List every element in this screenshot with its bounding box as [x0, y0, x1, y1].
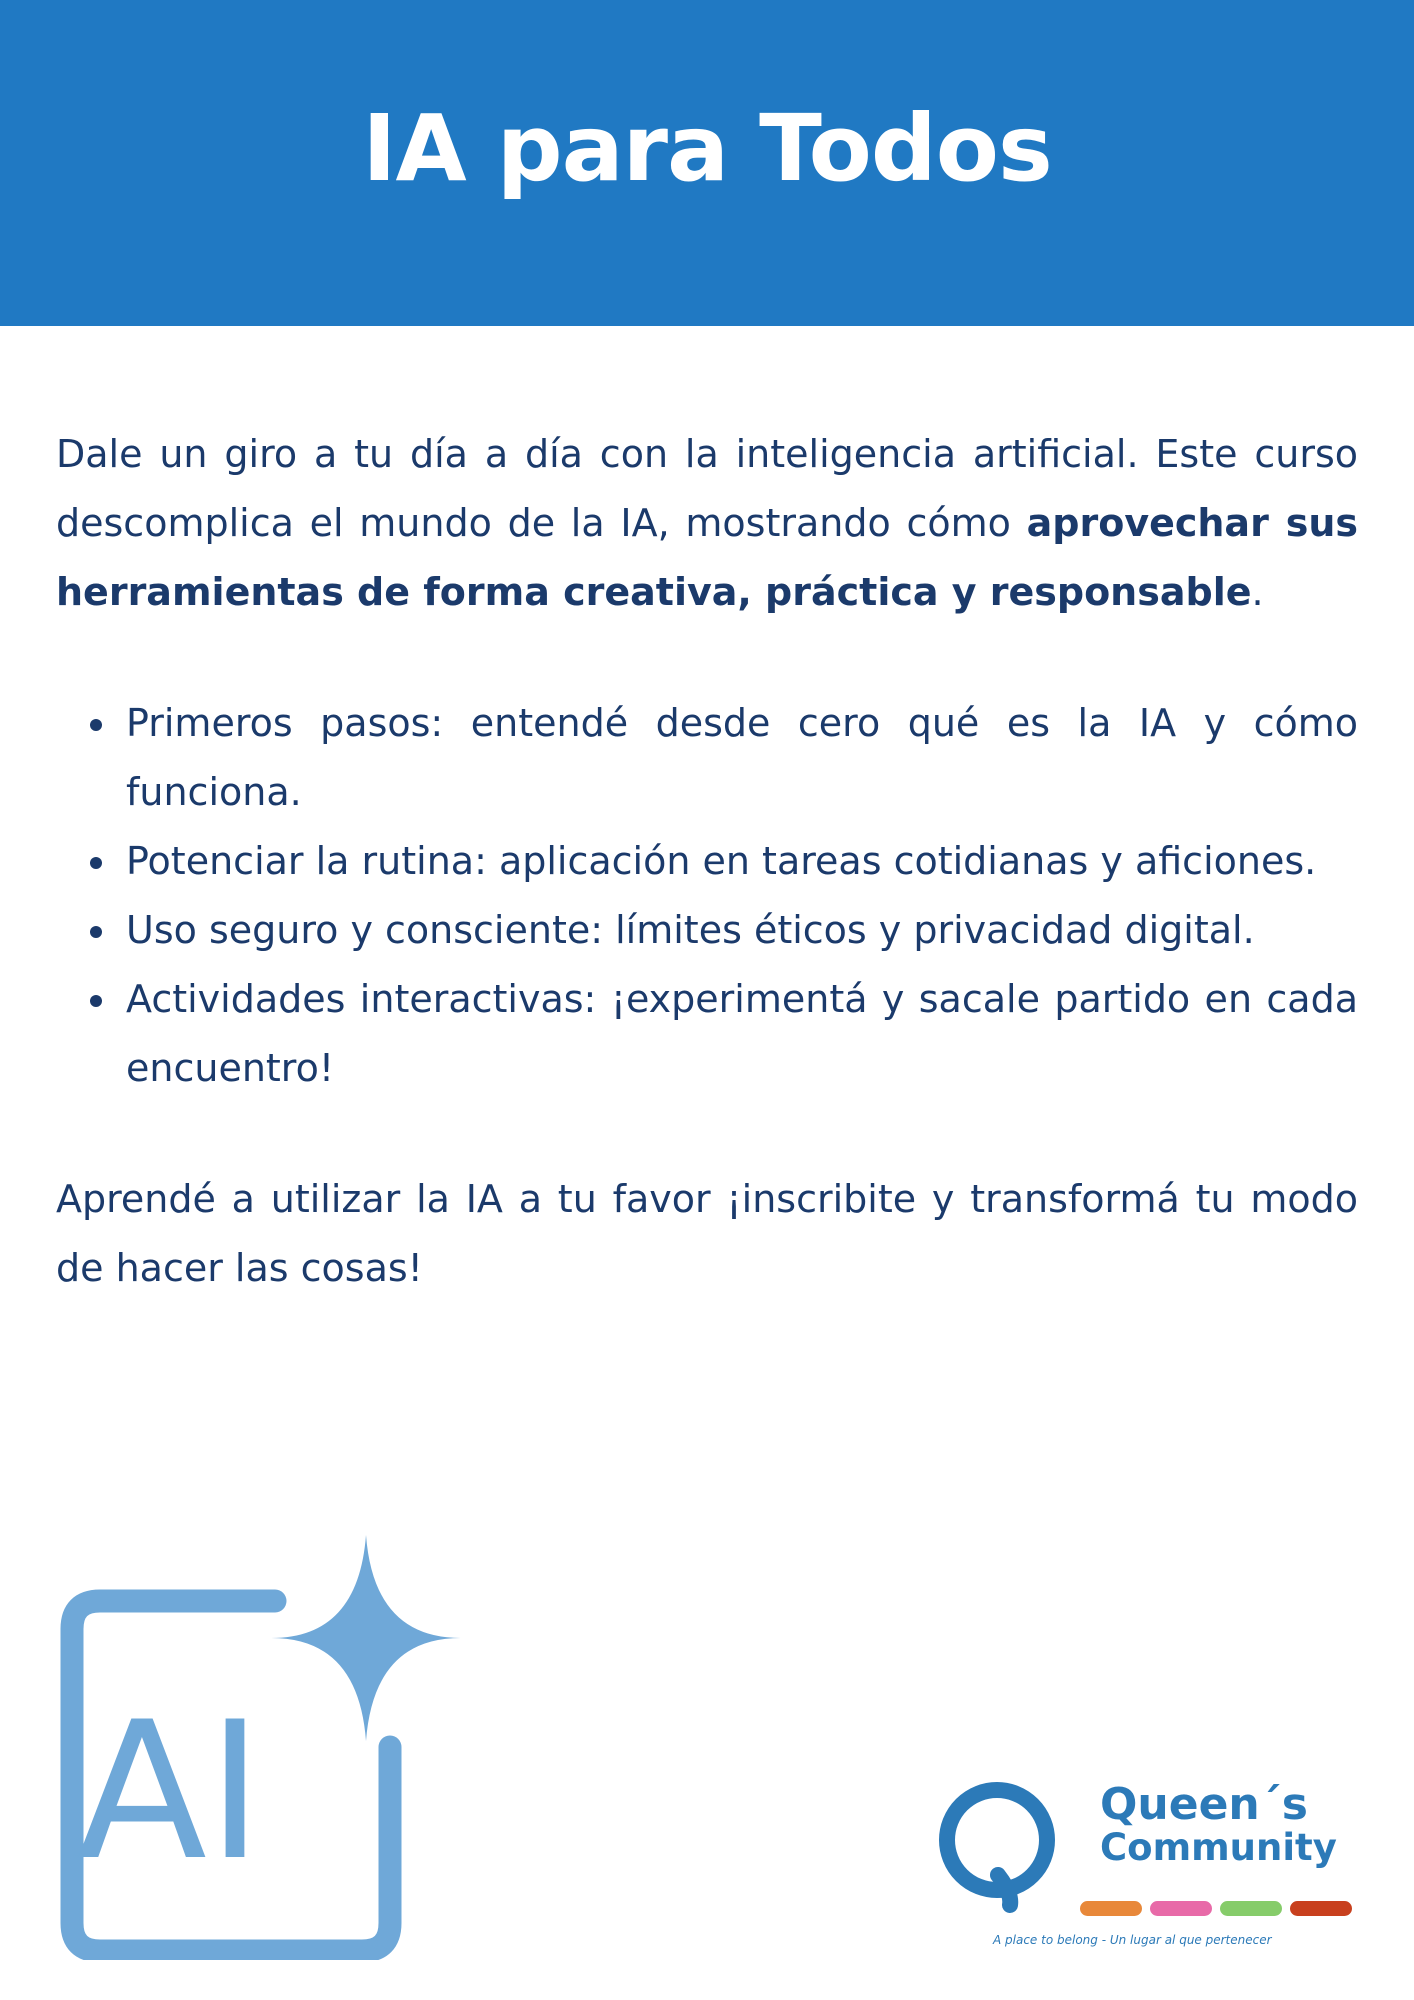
- list-item-text: Actividades interactivas: ¡experimentá y sacale partido en cada encuentro!: [126, 977, 1358, 1090]
- header-banner: [0, 0, 1414, 326]
- orange-pill: [1080, 1901, 1142, 1916]
- list-item-text: Uso seguro y consciente: límites éticos y privacidad digital.: [126, 908, 1255, 952]
- list-item: [126, 965, 1358, 1103]
- intro-bold-text: aprovechar sus herramientas de forma creativa, práctica y responsable: [56, 501, 1358, 614]
- list-item: [126, 896, 1358, 965]
- main-content: [56, 420, 1358, 1303]
- intro-paragraph: [56, 420, 1358, 627]
- ai-sparkle-icon: [50, 1535, 470, 1960]
- brand-name-line1: Queen´s: [1100, 1779, 1308, 1830]
- bullet-icon: [90, 857, 102, 869]
- list-item: [126, 689, 1358, 827]
- red-pill: [1290, 1901, 1352, 1916]
- ai-logo-text: AI: [76, 1681, 264, 1902]
- queens-community-logo: [925, 1765, 1365, 1965]
- pink-pill: [1150, 1901, 1212, 1916]
- list-item-text: Potenciar la rutina: aplicación en tareas cotidianas y aficiones.: [126, 839, 1317, 883]
- intro-text: Dale un giro a tu día a día con la inteligencia artificial. Este curso descomplica el mundo de la IA, mostrando cómo: [56, 432, 1358, 545]
- topics-list: [56, 689, 1358, 1103]
- green-pill: [1220, 1901, 1282, 1916]
- list-item-text: Primeros pasos: entendé desde cero qué es la IA y cómo funciona.: [126, 701, 1358, 814]
- q-logo-icon: [930, 1775, 1070, 1915]
- intro-text-end: .: [1251, 570, 1264, 614]
- brand-tagline: A place to belong - Un lugar al que pertenecer: [993, 1933, 1272, 1947]
- bullet-icon: [90, 719, 102, 731]
- brand-name-line2: Community: [1100, 1826, 1337, 1869]
- list-item: [126, 827, 1358, 896]
- bullet-icon: [90, 926, 102, 938]
- page-title: IA para Todos: [362, 94, 1052, 202]
- brand-name: [1100, 1779, 1337, 1869]
- closing-paragraph: Aprendé a utilizar la IA a tu favor ¡inscribite y transformá tu modo de hacer las cosas!: [56, 1177, 1358, 1290]
- bullet-icon: [90, 995, 102, 1007]
